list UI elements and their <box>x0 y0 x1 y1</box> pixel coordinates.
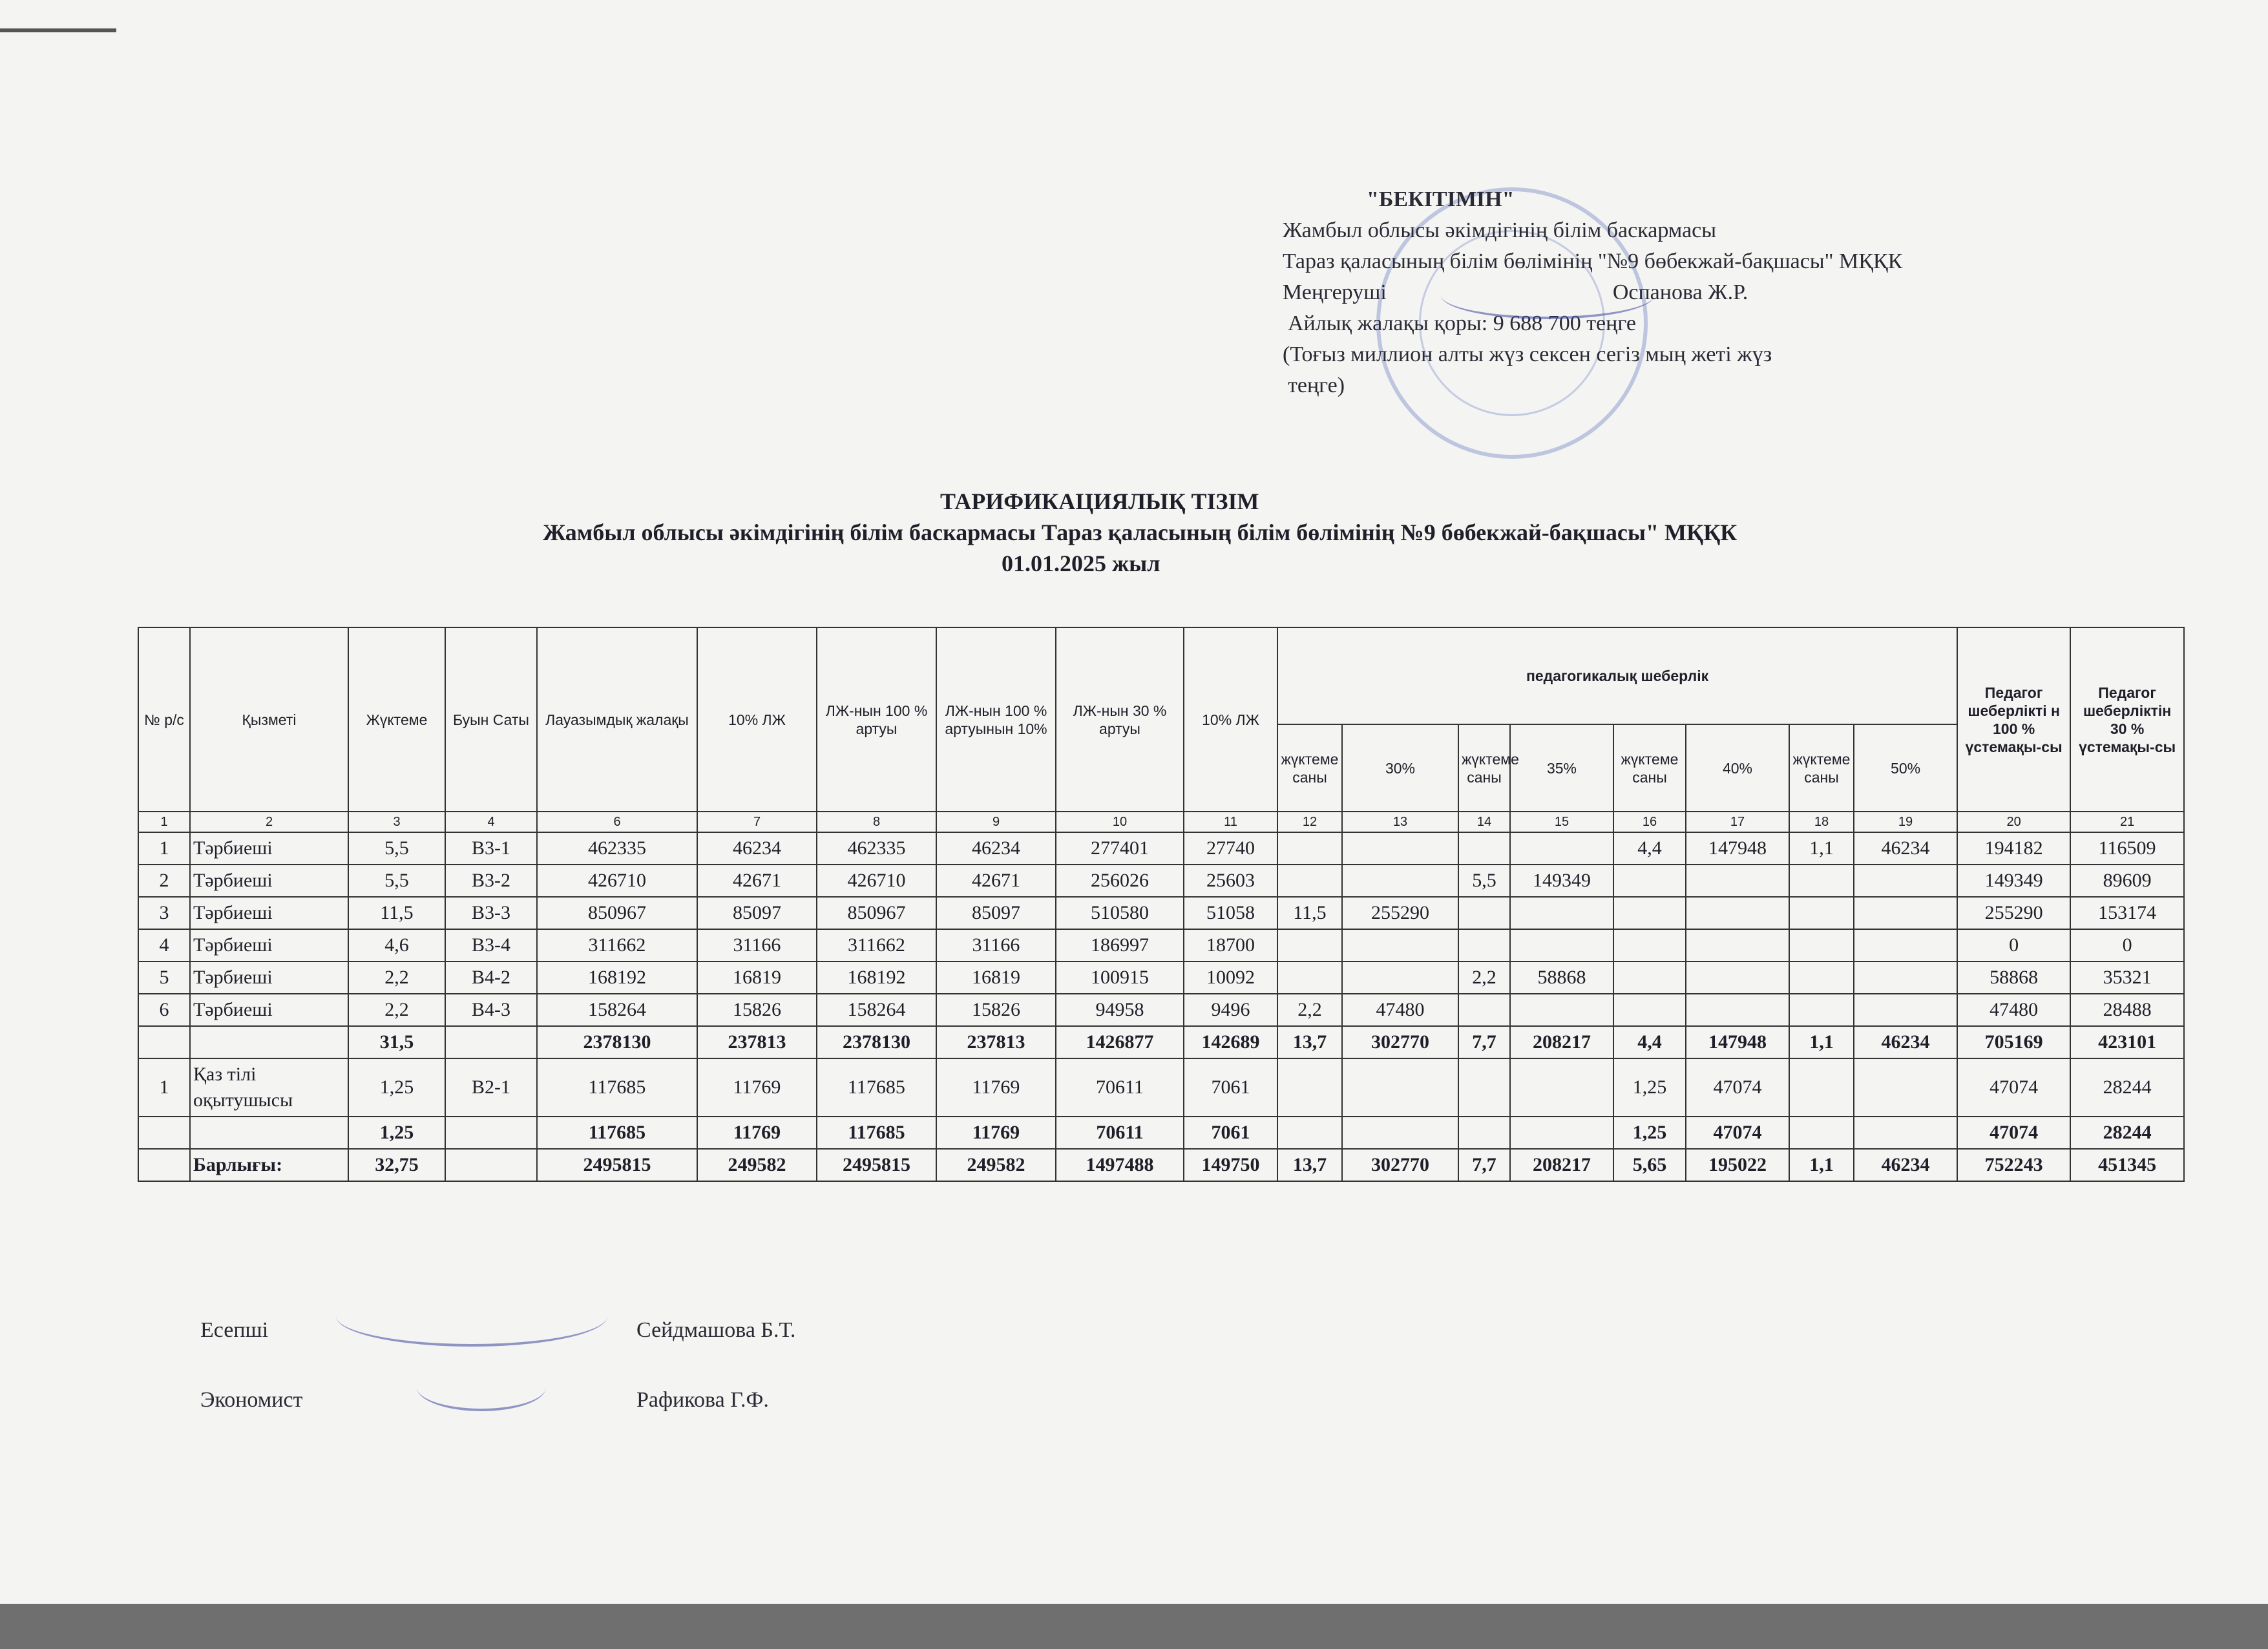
table-cell: 208217 <box>1510 1149 1613 1181</box>
table-cell: 1 <box>138 1058 190 1117</box>
table-cell: 237813 <box>697 1026 817 1058</box>
table-cell: 149349 <box>1957 865 2070 897</box>
table-cell: 46234 <box>1854 1149 1957 1181</box>
table-cell: 47480 <box>1957 994 2070 1026</box>
table-cell: 510580 <box>1056 897 1184 929</box>
table-cell: 6 <box>537 812 697 832</box>
table-cell: Барлығы: <box>190 1149 348 1181</box>
table-cell: 4 <box>138 929 190 961</box>
table-cell: 117685 <box>537 1058 697 1117</box>
table-cell: 1,1 <box>1789 1149 1854 1181</box>
title-date: 01.01.2025 жыл <box>1002 551 1160 576</box>
table-row <box>138 865 2184 897</box>
header-position: Қызметі <box>190 627 348 812</box>
table-cell: 1,25 <box>348 1117 445 1149</box>
table-cell: 47074 <box>1957 1117 2070 1149</box>
table-cell: 13,7 <box>1277 1026 1342 1058</box>
accountant-name: Сейдмашова Б.Т. <box>636 1318 796 1342</box>
table-cell: 15 <box>1510 812 1613 832</box>
table-cell <box>1613 994 1686 1026</box>
column-number-row <box>138 812 2184 832</box>
table-cell: 28244 <box>2070 1058 2184 1117</box>
table-cell: 11,5 <box>348 897 445 929</box>
table-cell: 70611 <box>1056 1117 1184 1149</box>
table-cell <box>1686 897 1789 929</box>
manager-name: Оспанова Ж.Р. <box>1612 280 1748 304</box>
table-cell: 25603 <box>1184 865 1277 897</box>
manager-label: Меңгеруші <box>1283 280 1387 304</box>
table-cell: Тәрбиеші <box>190 897 348 929</box>
table-cell: 249582 <box>936 1149 1056 1181</box>
table-cell: 158264 <box>537 994 697 1026</box>
table-cell: 47074 <box>1686 1058 1789 1117</box>
table-cell <box>445 1026 537 1058</box>
table-cell <box>1789 1117 1854 1149</box>
table-cell: 58868 <box>1510 961 1613 994</box>
table-cell <box>190 1026 348 1058</box>
header-load-count-4: жүктеме саны <box>1789 724 1854 812</box>
table-cell: 850967 <box>817 897 936 929</box>
subtotal-row <box>138 1026 2184 1058</box>
table-cell: В4-2 <box>445 961 537 994</box>
header-10pct: 10% ЛЖ <box>697 627 817 812</box>
table-cell: 7061 <box>1184 1058 1277 1117</box>
table-cell: 1,25 <box>1613 1058 1686 1117</box>
title-line2: Жамбыл облысы әкімдігінің білім баскармасы Тараз қаласының білім бөлімінің №9 бөбекжай-бақшасы" МҚҚК <box>543 520 1738 545</box>
table-cell: 149349 <box>1510 865 1613 897</box>
table-cell: 14 <box>1458 812 1510 832</box>
table-cell: 195022 <box>1686 1149 1789 1181</box>
table-cell <box>1510 897 1613 929</box>
table-cell <box>1789 865 1854 897</box>
table-cell <box>1613 865 1686 897</box>
table-cell: 100915 <box>1056 961 1184 994</box>
table-cell: 11769 <box>697 1117 817 1149</box>
table-cell: 18700 <box>1184 929 1277 961</box>
table-cell: 9 <box>936 812 1056 832</box>
table-cell <box>1510 929 1613 961</box>
header-30: 30% <box>1342 724 1458 812</box>
header-load-count-1: жүктеме саны <box>1277 724 1342 812</box>
table-cell: 16819 <box>936 961 1056 994</box>
table-cell <box>1510 1117 1613 1149</box>
table-cell: 117685 <box>817 1117 936 1149</box>
table-cell: 186997 <box>1056 929 1184 961</box>
table-cell: 46234 <box>1854 832 1957 865</box>
table-cell: 705169 <box>1957 1026 2070 1058</box>
table-cell: 462335 <box>537 832 697 865</box>
table-cell: 462335 <box>817 832 936 865</box>
manager-signature <box>1441 271 1654 319</box>
table-cell: 16819 <box>697 961 817 994</box>
table-cell: 850967 <box>537 897 697 929</box>
subtotal-row <box>138 1117 2184 1149</box>
table-cell: 11 <box>1184 812 1277 832</box>
table-cell: 16 <box>1613 812 1686 832</box>
table-cell: 18 <box>1789 812 1854 832</box>
table-cell: 302770 <box>1342 1149 1458 1181</box>
table-cell: 1 <box>138 812 190 832</box>
table-cell: В2-1 <box>445 1058 537 1117</box>
accountant-label: Есепші <box>200 1318 269 1342</box>
accountant-signature <box>336 1286 607 1347</box>
table-cell: 5,5 <box>348 865 445 897</box>
scan-bottom-edge <box>0 1604 2268 1649</box>
table-cell: 147948 <box>1686 832 1789 865</box>
table-cell: 21 <box>2070 812 2184 832</box>
header-bonus100: Педагог шеберлікті н 100 % үстемақы-сы <box>1957 627 2070 812</box>
table-cell <box>1277 929 1342 961</box>
table-cell <box>1510 832 1613 865</box>
table-cell: 8 <box>817 812 936 832</box>
table-cell: 10092 <box>1184 961 1277 994</box>
table-cell: 142689 <box>1184 1026 1277 1058</box>
table-cell <box>138 1026 190 1058</box>
table-cell: 31,5 <box>348 1026 445 1058</box>
table-cell: 2495815 <box>817 1149 936 1181</box>
table-cell: 4,4 <box>1613 1026 1686 1058</box>
economist-signature <box>417 1363 546 1411</box>
table-cell <box>1854 897 1957 929</box>
table-cell: 47074 <box>1957 1058 2070 1117</box>
fund-words-line2: теңге) <box>1288 373 1345 397</box>
table-cell <box>1277 1117 1342 1149</box>
table-cell: 28244 <box>2070 1117 2184 1149</box>
header-40: 40% <box>1686 724 1789 812</box>
table-cell: 11769 <box>697 1058 817 1117</box>
header-grade: Буын Саты <box>445 627 537 812</box>
table-cell: Тәрбиеші <box>190 832 348 865</box>
table-cell: В4-3 <box>445 994 537 1026</box>
table-cell <box>1789 1058 1854 1117</box>
table-cell: Қаз тілі оқытушысы <box>190 1058 348 1117</box>
table-cell: 94958 <box>1056 994 1184 1026</box>
table-cell: 27740 <box>1184 832 1277 865</box>
fund-line: Айлық жалақы қоры: 9 688 700 теңге <box>1288 311 1636 335</box>
tariff-table <box>138 627 2185 1182</box>
title-line1: ТАРИФИКАЦИЯЛЫҚ ТІЗІМ <box>940 488 1259 514</box>
header-num: № р/с <box>138 627 190 812</box>
table-cell <box>445 1117 537 1149</box>
table-cell: 85097 <box>936 897 1056 929</box>
table-cell <box>1686 994 1789 1026</box>
table-cell: 7061 <box>1184 1117 1277 1149</box>
table-cell <box>1458 897 1510 929</box>
table-cell: 4,6 <box>348 929 445 961</box>
table-cell: 31166 <box>697 929 817 961</box>
table-cell <box>1342 961 1458 994</box>
table-cell: 0 <box>1957 929 2070 961</box>
table-cell: 12 <box>1277 812 1342 832</box>
table-cell <box>1613 897 1686 929</box>
header-salary: Лауазымдық жалақы <box>537 627 697 812</box>
table-cell: 2 <box>190 812 348 832</box>
approval-block <box>1283 184 2123 401</box>
table-cell <box>445 1149 537 1181</box>
table-cell: 277401 <box>1056 832 1184 865</box>
table-cell: 70611 <box>1056 1058 1184 1117</box>
table-cell: 302770 <box>1342 1026 1458 1058</box>
header-100pct: ЛЖ-нын 100 % артуы <box>817 627 936 812</box>
table-cell: 10 <box>1056 812 1184 832</box>
table-cell: В3-4 <box>445 929 537 961</box>
table-cell: 2,2 <box>348 961 445 994</box>
table-cell: 2 <box>138 865 190 897</box>
approval-heading: "БЕКІТІМІН" <box>1367 187 1515 211</box>
table-cell <box>1510 1058 1613 1117</box>
table-cell: 51058 <box>1184 897 1277 929</box>
table-cell: 28488 <box>2070 994 2184 1026</box>
table-cell: 4 <box>445 812 537 832</box>
table-cell <box>138 1117 190 1149</box>
table-cell <box>1789 994 1854 1026</box>
table-cell <box>1854 865 1957 897</box>
table-cell: 5,65 <box>1613 1149 1686 1181</box>
table-cell <box>1458 1058 1510 1117</box>
table-cell: Тәрбиеші <box>190 994 348 1026</box>
table-cell: 1,1 <box>1789 1026 1854 1058</box>
table-cell: 1 <box>138 832 190 865</box>
table-cell <box>1854 961 1957 994</box>
header-load-count-3: жүктеме саны <box>1613 724 1686 812</box>
table-cell <box>1277 832 1342 865</box>
table-cell: 158264 <box>817 994 936 1026</box>
table-cell: 0 <box>2070 929 2184 961</box>
table-cell: 194182 <box>1957 832 2070 865</box>
table-cell <box>1277 961 1342 994</box>
table-cell: 752243 <box>1957 1149 2070 1181</box>
table-cell: 2495815 <box>537 1149 697 1181</box>
header-30pct: ЛЖ-нын 30 % артуы <box>1056 627 1184 812</box>
table-row <box>138 1058 2184 1117</box>
table-cell: 426710 <box>537 865 697 897</box>
approval-org-line2: Тараз қаласының білім бөлімінің "№9 бөбекжай-бақшасы" МҚҚК <box>1283 249 1903 273</box>
table-cell <box>1342 1058 1458 1117</box>
fund-words-line1: (Тоғыз миллион алты жүз сексен сегіз мың жеті жүз <box>1283 342 1772 366</box>
table-cell: 311662 <box>537 929 697 961</box>
table-cell: 46234 <box>936 832 1056 865</box>
table-cell: 147948 <box>1686 1026 1789 1058</box>
economist-name: Рафикова Г.Ф. <box>636 1388 769 1412</box>
table-cell: 6 <box>138 994 190 1026</box>
economist-label: Экономист <box>200 1388 303 1412</box>
table-cell: 255290 <box>1342 897 1458 929</box>
table-cell: 117685 <box>537 1117 697 1149</box>
table-cell: 5,5 <box>348 832 445 865</box>
table-cell <box>1277 865 1342 897</box>
table-cell <box>1342 929 1458 961</box>
table-cell <box>1854 1058 1957 1117</box>
table-cell: 89609 <box>2070 865 2184 897</box>
table-cell: 46234 <box>697 832 817 865</box>
table-cell <box>1789 897 1854 929</box>
table-cell: В3-3 <box>445 897 537 929</box>
table-cell: 46234 <box>1854 1026 1957 1058</box>
table-cell: 5 <box>138 961 190 994</box>
table-cell <box>1342 832 1458 865</box>
top-edge-mark <box>0 28 116 32</box>
table-cell: 4,4 <box>1613 832 1686 865</box>
table-cell: 1426877 <box>1056 1026 1184 1058</box>
table-cell: В3-1 <box>445 832 537 865</box>
table-cell: 7,7 <box>1458 1026 1510 1058</box>
table-cell <box>1277 1058 1342 1117</box>
table-cell: 168192 <box>537 961 697 994</box>
table-cell <box>1458 832 1510 865</box>
header-10pct-b: 10% ЛЖ <box>1184 627 1277 812</box>
table-cell: 2,2 <box>1458 961 1510 994</box>
table-cell: 13,7 <box>1277 1149 1342 1181</box>
table-cell: 1,25 <box>1613 1117 1686 1149</box>
table-cell: 2378130 <box>537 1026 697 1058</box>
table-cell: 256026 <box>1056 865 1184 897</box>
table-cell: 153174 <box>2070 897 2184 929</box>
table-cell: 208217 <box>1510 1026 1613 1058</box>
table-cell: 11769 <box>936 1117 1056 1149</box>
table-cell: 2378130 <box>817 1026 936 1058</box>
table-cell: 7 <box>697 812 817 832</box>
table-row <box>138 832 2184 865</box>
header-ped-skill: педагогикалық шеберлік <box>1277 627 1957 724</box>
table-cell: 5,5 <box>1458 865 1510 897</box>
table-cell: 13 <box>1342 812 1458 832</box>
table-cell: 249582 <box>697 1149 817 1181</box>
table-cell: 19 <box>1854 812 1957 832</box>
table-cell: 3 <box>138 897 190 929</box>
table-cell: 1,25 <box>348 1058 445 1117</box>
table-cell: 168192 <box>817 961 936 994</box>
table-cell: 7,7 <box>1458 1149 1510 1181</box>
table-cell: 1,1 <box>1789 832 1854 865</box>
table-cell: 2,2 <box>348 994 445 1026</box>
table-cell: Тәрбиеші <box>190 929 348 961</box>
approval-org-line1: Жамбыл облысы әкімдігінің білім баскармасы <box>1283 218 1717 242</box>
table-cell <box>1613 929 1686 961</box>
table-cell: 47480 <box>1342 994 1458 1026</box>
table-cell: 255290 <box>1957 897 2070 929</box>
table-cell: 31166 <box>936 929 1056 961</box>
table-cell <box>1342 865 1458 897</box>
table-cell: 20 <box>1957 812 2070 832</box>
table-cell: В3-2 <box>445 865 537 897</box>
header-100pct-10: ЛЖ-нын 100 % артуынын 10% <box>936 627 1056 812</box>
table-row <box>138 929 2184 961</box>
table-cell: 149750 <box>1184 1149 1277 1181</box>
table-cell <box>1789 929 1854 961</box>
header-load-count-2: жүктеме саны <box>1458 724 1510 812</box>
table-cell: 11,5 <box>1277 897 1342 929</box>
table-cell <box>1854 994 1957 1026</box>
table-row <box>138 994 2184 1026</box>
table-row <box>138 961 2184 994</box>
table-cell: 42671 <box>936 865 1056 897</box>
table-cell: 423101 <box>2070 1026 2184 1058</box>
table-cell: 85097 <box>697 897 817 929</box>
table-cell: 17 <box>1686 812 1789 832</box>
table-cell: 117685 <box>817 1058 936 1117</box>
table-cell <box>138 1149 190 1181</box>
header-35: 35% <box>1510 724 1613 812</box>
table-cell <box>1458 994 1510 1026</box>
table-row <box>138 897 2184 929</box>
table-cell <box>1789 961 1854 994</box>
table-cell: 15826 <box>936 994 1056 1026</box>
table-cell: 2,2 <box>1277 994 1342 1026</box>
header-50: 50% <box>1854 724 1957 812</box>
table-cell <box>190 1117 348 1149</box>
table-cell: 1497488 <box>1056 1149 1184 1181</box>
table-cell <box>1510 994 1613 1026</box>
table-cell: Тәрбиеші <box>190 865 348 897</box>
table-cell: 237813 <box>936 1026 1056 1058</box>
tariff-table-body <box>138 812 2184 1181</box>
table-cell: 32,75 <box>348 1149 445 1181</box>
table-cell: 58868 <box>1957 961 2070 994</box>
table-cell: 311662 <box>817 929 936 961</box>
table-cell: 451345 <box>2070 1149 2184 1181</box>
table-cell: 3 <box>348 812 445 832</box>
table-cell <box>1854 1117 1957 1149</box>
table-cell: 42671 <box>697 865 817 897</box>
table-cell: 15826 <box>697 994 817 1026</box>
table-cell <box>1854 929 1957 961</box>
table-cell: 9496 <box>1184 994 1277 1026</box>
table-cell <box>1686 929 1789 961</box>
table-cell: Тәрбиеші <box>190 961 348 994</box>
table-cell <box>1686 865 1789 897</box>
table-cell: 35321 <box>2070 961 2184 994</box>
table-cell: 426710 <box>817 865 936 897</box>
header-bonus30: Педагог шеберліктін 30 % үстемақы-сы <box>2070 627 2184 812</box>
table-cell <box>1613 961 1686 994</box>
table-cell <box>1686 961 1789 994</box>
table-cell: 47074 <box>1686 1117 1789 1149</box>
table-cell: 116509 <box>2070 832 2184 865</box>
table-cell <box>1458 929 1510 961</box>
table-cell: 11769 <box>936 1058 1056 1117</box>
table-cell <box>1458 1117 1510 1149</box>
approval-manager-row <box>1283 277 2123 308</box>
header-load: Жүктеме <box>348 627 445 812</box>
table-cell <box>1342 1117 1458 1149</box>
total-row <box>138 1149 2184 1181</box>
